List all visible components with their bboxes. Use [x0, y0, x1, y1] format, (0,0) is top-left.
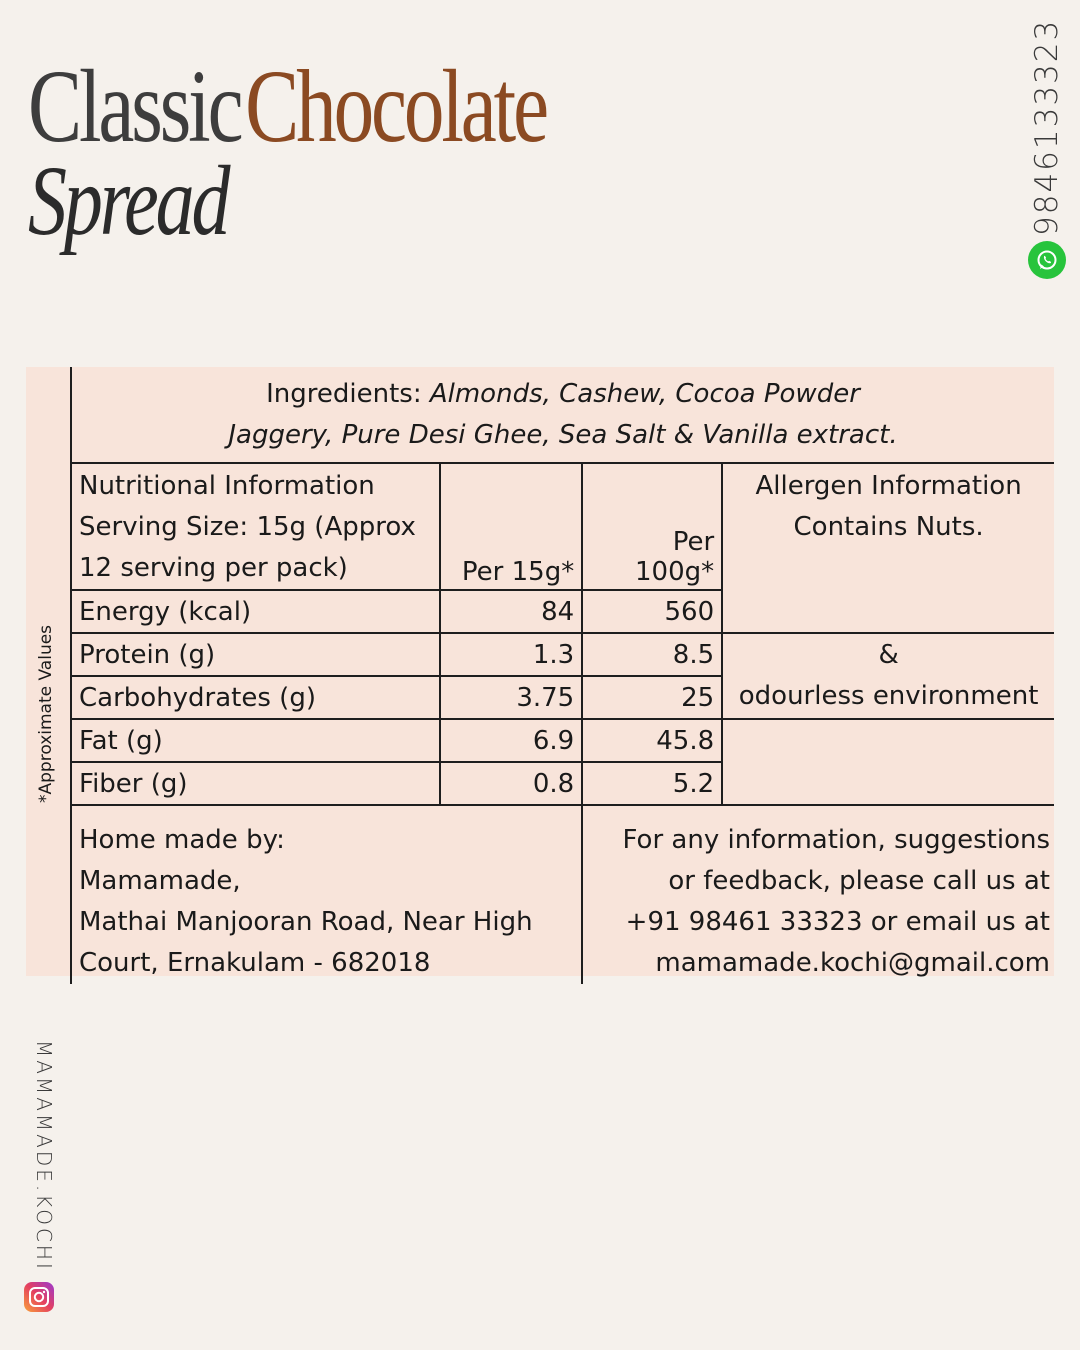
odourless-note: [722, 633, 1054, 719]
info-line-2: or feedback, please call us at: [668, 866, 1050, 896]
contact-info-cell: [582, 805, 1054, 984]
whatsapp-icon[interactable]: [1028, 241, 1066, 279]
approximate-values-note: *Approximate Values: [36, 624, 56, 803]
allergen-text: Contains Nuts.: [793, 512, 984, 542]
phone-number[interactable]: 9846133323: [1029, 18, 1065, 236]
made-by-cell: [71, 805, 582, 984]
product-title: [28, 49, 546, 256]
allergen-info: [722, 463, 1054, 633]
nutrient-per-15g: 1.3: [440, 633, 582, 676]
nutrient-per-100g: 5.2: [582, 762, 722, 805]
title-line-1: [28, 49, 546, 164]
nutrient-name: Energy (kcal): [71, 590, 440, 633]
instagram-handle[interactable]: MAMAMADE.KOCHI: [32, 1040, 56, 1272]
nutrition-title: Nutritional Information: [79, 471, 375, 501]
table-row: [71, 633, 1054, 676]
title-word-chocolate: Chocolate: [245, 49, 546, 164]
nutrition-table: [70, 367, 1054, 984]
allergen-title: Allergen Information: [755, 471, 1022, 501]
nutrient-name: Carbohydrates (g): [71, 676, 440, 719]
title-word-spread: Spread: [28, 145, 228, 256]
info-line-1: For any information, suggestions: [622, 825, 1050, 855]
nutrient-per-100g: 560: [582, 590, 722, 633]
empty-cell: [722, 719, 1054, 805]
footer-row: [71, 805, 1054, 984]
nutrient-per-15g: 3.75: [440, 676, 582, 719]
nutrient-name: Fat (g): [71, 719, 440, 762]
nutrition-header: [71, 463, 440, 590]
title-word-classic: Classic: [28, 49, 241, 164]
info-email[interactable]: mamamade.kochi@gmail.com: [655, 948, 1050, 978]
column-per-15g: Per 15g*: [440, 463, 582, 590]
ampersand: &: [878, 640, 899, 670]
info-line-3[interactable]: +91 98461 33323 or email us at: [625, 907, 1050, 937]
table-row: [71, 719, 1054, 762]
instagram-icon[interactable]: [24, 1282, 54, 1312]
nutrient-per-15g: 84: [440, 590, 582, 633]
ingredients-prefix: Ingredients:: [266, 378, 430, 409]
nutrient-name: Fiber (g): [71, 762, 440, 805]
made-by-line-1: Home made by:: [79, 825, 285, 855]
nutrient-per-15g: 0.8: [440, 762, 582, 805]
nutrient-per-100g: 8.5: [582, 633, 722, 676]
ingredients-line-1: Almonds, Cashew, Cocoa Powder: [429, 378, 860, 409]
ingredients-line-2: Jaggery, Pure Desi Ghee, Sea Salt & Vanilla extract.: [228, 419, 898, 450]
nutrient-per-100g: 25: [582, 676, 722, 719]
ingredients-cell: [71, 367, 1054, 463]
made-by-line-3: Mathai Manjooran Road, Near High: [79, 907, 533, 937]
nutrition-label: [26, 367, 1054, 976]
nutrient-per-15g: 6.9: [440, 719, 582, 762]
made-by-line-4: Court, Ernakulam - 682018: [79, 948, 431, 978]
made-by-line-2: Mamamade,: [79, 866, 241, 896]
nutrient-per-100g: 45.8: [582, 719, 722, 762]
column-per-100g: Per 100g*: [582, 463, 722, 590]
serving-size-line-2: 12 serving per pack): [79, 553, 348, 583]
serving-size-line-1: Serving Size: 15g (Approx: [79, 512, 416, 542]
nutrient-name: Protein (g): [71, 633, 440, 676]
odourless-text: odourless environment: [738, 681, 1039, 711]
